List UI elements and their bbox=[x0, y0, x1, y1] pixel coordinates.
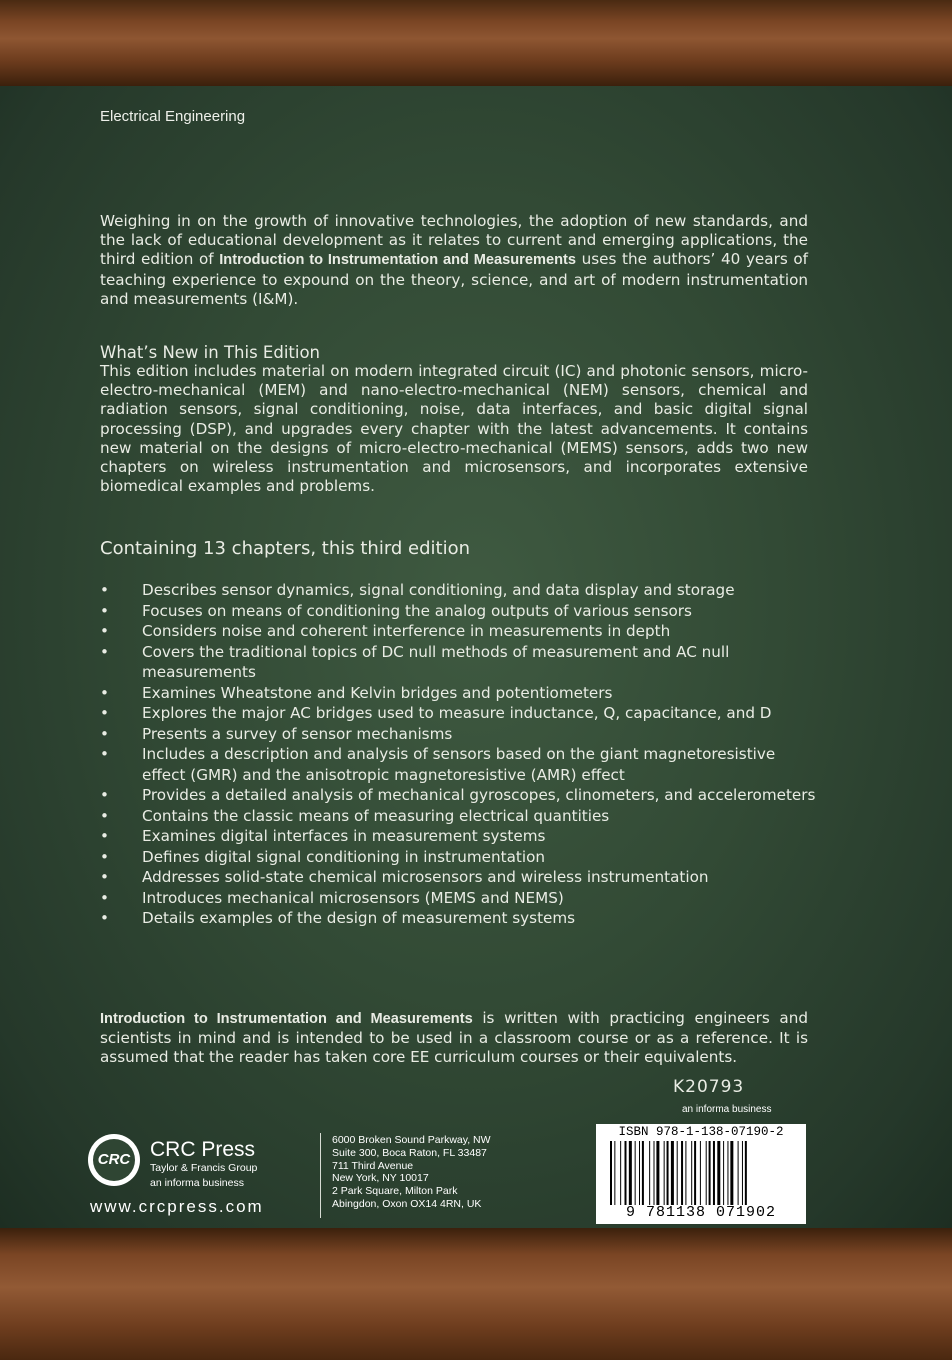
address-line: Suite 300, Boca Raton, FL 33487 bbox=[332, 1146, 487, 1159]
feature-text: Details examples of the design of measurement systems bbox=[142, 909, 576, 927]
barcode-bar bbox=[685, 1141, 686, 1205]
feature-list-item bbox=[100, 724, 820, 745]
feature-list-item bbox=[100, 642, 820, 683]
bullet-icon: • bbox=[100, 581, 109, 599]
barcode-bar bbox=[610, 1141, 612, 1205]
bullet-icon: • bbox=[100, 847, 109, 866]
feature-text: Presents a survey of sensor mechanisms bbox=[142, 724, 453, 743]
publisher-tagline: an informa business bbox=[150, 1177, 244, 1189]
barcode-bar bbox=[664, 1141, 665, 1205]
barcode-bar bbox=[727, 1141, 728, 1205]
feature-list-item bbox=[100, 826, 820, 847]
bullet-icon: • bbox=[100, 601, 109, 620]
bottom-wood-frame bbox=[0, 1228, 952, 1360]
whats-new-paragraph: This edition includes material on modern integrated circuit (IC) and photonic sensors, micro-electro-mechanical (MEM) and nano-electro-mechanical (NEM) sensors, chemical and radiation sensors, signal conditioning, noise, data interfaces, and basic digital signal processing (DSP), and upgrades every chapter with the latest advancements. It contains new material on the designs of micro-electro-mechanical (MEMS) sensors, adds two new chapters on wireless instrumentation and microsensors, and incorporates extensive biomedical examples and problems. bbox=[100, 362, 808, 496]
address-line: 711 Third Avenue bbox=[332, 1159, 414, 1172]
barcode-bar bbox=[656, 1141, 659, 1205]
barcode-bar bbox=[742, 1141, 743, 1205]
publisher-url[interactable]: www.crcpress.com bbox=[90, 1197, 264, 1216]
feature-text: Addresses solid-state chemical microsensors and wireless instrumentation bbox=[142, 868, 709, 886]
barcode-bar bbox=[614, 1141, 615, 1205]
feature-text: Covers the traditional topics of DC null methods of measurement and AC null measurements bbox=[142, 642, 730, 681]
barcode-bar bbox=[625, 1141, 627, 1205]
top-wood-frame bbox=[0, 0, 952, 86]
feature-text: Examines Wheatstone and Kelvin bridges and potentiometers bbox=[142, 683, 613, 702]
address-line: New York, NY 10017 bbox=[332, 1172, 429, 1185]
barcode-number: 9 781138 071902 bbox=[625, 1204, 777, 1221]
publisher-name: CRC Press bbox=[150, 1138, 256, 1161]
publisher-address bbox=[332, 1134, 491, 1211]
barcode-bar bbox=[709, 1141, 711, 1205]
barcode-bar bbox=[639, 1141, 640, 1205]
feature-list-item bbox=[100, 601, 820, 622]
publisher-group: Taylor & Francis Group bbox=[150, 1162, 258, 1174]
barcode-bar bbox=[691, 1141, 692, 1205]
barcode-bar bbox=[681, 1141, 683, 1205]
feature-list-item bbox=[100, 580, 820, 601]
barcode-bar bbox=[713, 1141, 715, 1205]
closing-paragraph: Introduction to Instrumentation and Measurements is written with practicing engineers and scientists in mind and is intended to be used in a classroom course or as a reference. It is assumed that the reader has taken core EE curriculum courses or their equivalents. bbox=[100, 1009, 808, 1067]
barcode-bar bbox=[671, 1141, 674, 1205]
feature-text: Focuses on means of conditioning the analog outputs of various sensors bbox=[142, 601, 692, 620]
contents-heading: Containing 13 chapters, this third edition bbox=[100, 538, 471, 559]
feature-list bbox=[100, 580, 820, 929]
subject-category: Electrical Engineering bbox=[100, 108, 246, 125]
informa-tag: an informa business bbox=[682, 1104, 772, 1115]
feature-list-item bbox=[100, 908, 820, 929]
address-line: 2 Park Square, Milton Park bbox=[332, 1185, 458, 1198]
feature-list-item bbox=[100, 785, 820, 806]
barcode-bar bbox=[738, 1141, 739, 1205]
bullet-icon: • bbox=[100, 827, 109, 845]
feature-list-item bbox=[100, 683, 820, 704]
barcode-bar bbox=[654, 1141, 655, 1205]
bullet-icon: • bbox=[100, 642, 109, 661]
bullet-icon: • bbox=[100, 724, 109, 743]
barcode-bar bbox=[723, 1141, 724, 1205]
crc-logo-text: CRC bbox=[93, 1139, 135, 1181]
barcode-bar bbox=[717, 1141, 720, 1205]
crc-logo bbox=[88, 1134, 140, 1186]
bullet-icon: • bbox=[100, 868, 109, 886]
barcode-bar bbox=[677, 1141, 678, 1205]
intro-paragraph: Weighing in on the growth of innovative technologies, the adoption of new standards, and the lack of educational development as it relates to current and emerging applications, the third edition of Introduction to Instrumentation and Measurements uses the authors’ 40 years of teaching experience to expound on the theory, science, and art of modern instrumentation and measurements (I&M). bbox=[100, 212, 809, 308]
feature-text: Provides a detailed analysis of mechanical gyroscopes, clinometers, and accelerometers bbox=[142, 786, 816, 804]
barcode-bar bbox=[635, 1141, 636, 1205]
feature-list-item bbox=[100, 703, 820, 724]
feature-list-item bbox=[100, 744, 820, 785]
bullet-icon: • bbox=[100, 806, 109, 825]
feature-text: Examines digital interfaces in measurement systems bbox=[142, 827, 546, 845]
feature-list-item bbox=[100, 847, 820, 868]
isbn-label: ISBN 978-1-138-07190-2 bbox=[618, 1125, 784, 1139]
barcode-bar bbox=[730, 1141, 733, 1205]
feature-text: Contains the classic means of measuring electrical quantities bbox=[142, 806, 610, 825]
intro-book-title: Introduction to Instrumentation and Measurements bbox=[219, 252, 576, 269]
closing-book-title: Introduction to Instrumentation and Measurements bbox=[100, 1011, 473, 1027]
whats-new-heading: What’s New in This Edition bbox=[100, 343, 321, 362]
feature-text: Introduces mechanical microsensors (MEMS and NEMS) bbox=[142, 888, 564, 907]
bullet-icon: • bbox=[100, 909, 109, 927]
barcode-bar bbox=[694, 1141, 696, 1205]
feature-list-item bbox=[100, 806, 820, 827]
barcode-bar bbox=[649, 1141, 650, 1205]
feature-list-item bbox=[100, 621, 820, 642]
barcode-bar bbox=[629, 1141, 632, 1205]
address-divider bbox=[320, 1133, 321, 1218]
product-code: K20793 bbox=[673, 1077, 745, 1097]
barcode-bar bbox=[667, 1141, 669, 1205]
barcode-bar bbox=[706, 1141, 707, 1205]
bullet-icon: • bbox=[100, 888, 109, 907]
address-line: Abingdon, Oxon OX14 4RN, UK bbox=[332, 1197, 482, 1210]
feature-text: Describes sensor dynamics, signal conditioning, and data display and storage bbox=[142, 581, 735, 599]
barcode-bar bbox=[745, 1141, 747, 1205]
barcode-bar bbox=[642, 1141, 644, 1205]
barcode-bar bbox=[620, 1141, 621, 1205]
barcode-bars bbox=[610, 1141, 792, 1205]
feature-text: Explores the major AC bridges used to measure inductance, Q, capacitance, and D bbox=[142, 704, 772, 722]
feature-text: Considers noise and coherent interference in measurements in depth bbox=[142, 622, 671, 640]
barcode-bar bbox=[700, 1141, 701, 1205]
feature-text: Includes a description and analysis of sensors based on the giant magnetoresistive effect (GMR) and the anisotropic magnetoresistive (AMR) effect bbox=[142, 745, 776, 784]
bullet-icon: • bbox=[100, 622, 109, 640]
address-line: 6000 Broken Sound Parkway, NW bbox=[332, 1134, 491, 1146]
bullet-icon: • bbox=[100, 683, 109, 702]
bullet-icon: • bbox=[100, 745, 109, 763]
bullet-icon: • bbox=[100, 704, 109, 722]
publisher-brand bbox=[150, 1139, 257, 1191]
isbn-barcode bbox=[596, 1124, 806, 1224]
feature-text: Defines digital signal conditioning in instrumentation bbox=[142, 847, 546, 866]
bullet-icon: • bbox=[100, 786, 109, 804]
feature-list-item bbox=[100, 867, 820, 888]
feature-list-item bbox=[100, 888, 820, 909]
